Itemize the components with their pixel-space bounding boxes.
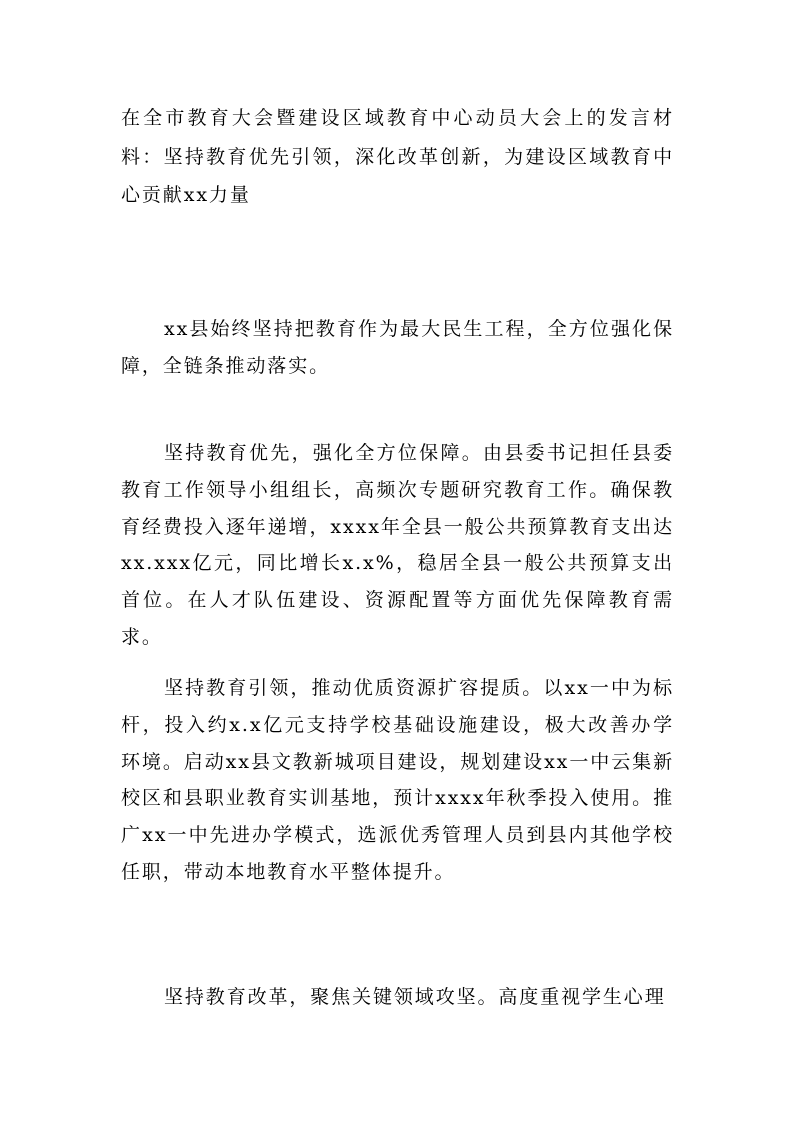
document-title: 在全市教育大会暨建设区域教育中心动员大会上的发言材料：坚持教育优先引领，深化改革创新，为建设区域教育中心贡献xx力量 — [121, 107, 674, 206]
paragraph-intro: xx县始终坚持把教育作为最大民生工程，全方位强化保障，全链条推动落实。 — [121, 318, 674, 377]
paragraph-priority: 坚持教育优先，强化全方位保障。由县委书记担任县委教育工作领导小组组长，高频次专题研究教育工作。确保教育经费投入逐年递增，xxxx年全县一般公共预算教育支出达xx.xxx亿元，同比增长x.x%，稳居全县一般公共预算支出首位。在人才队伍建设、资源配置等方面优先保障教育需求。 — [121, 442, 674, 648]
paragraph-reform: 坚持教育改革，聚焦关键领域攻坚。高度重视学生心理 — [164, 986, 666, 1008]
paragraph-leadership: 坚持教育引领，推动优质资源扩容提质。以xx一中为标杆，投入约x.x亿元支持学校基础设施建设，极大改善办学环境。启动xx县文教新城项目建设，规划建设xx一中云集新校区和县职业教育实训基地，预计xxxx年秋季投入使用。推广xx一中先进办学模式，选派优秀管理人员到县内其他学校任职，带动本地教育水平整体提升。 — [121, 677, 674, 883]
